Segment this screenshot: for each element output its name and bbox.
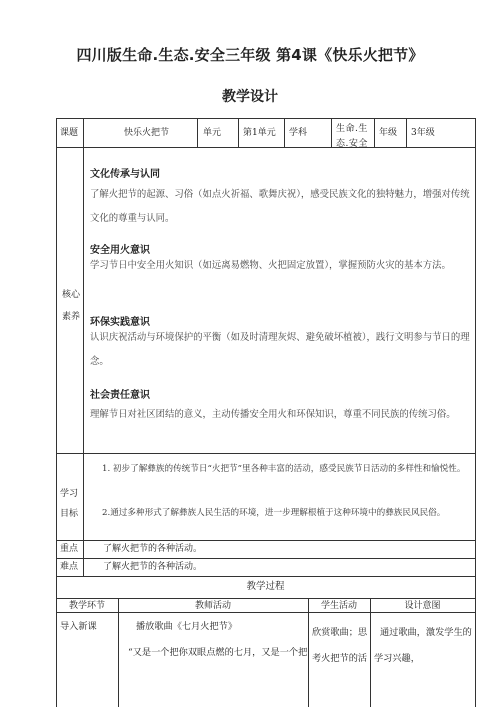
row-teacher-line-2: “又是一个把你双眼点燃的七月，又是一个把 bbox=[128, 647, 308, 658]
course-value: 快乐火把节 bbox=[124, 128, 170, 138]
row-intent: 通过歌曲，激发学生的学习兴趣， bbox=[374, 627, 472, 664]
core-heading-responsibility: 社会责任意识 bbox=[90, 390, 150, 401]
goal-item-1: 1. 初步了解彝族的传统节日“火把节”里各种丰富的活动，感受民族节日活动的多样性和愉悦性。 bbox=[102, 464, 466, 474]
core-text-culture: 了解火把节的起源、习俗（如点火祈福、歌舞庆祝），感受民族文化的独特魅力，增强对传统文化的尊重与认同。 bbox=[90, 189, 470, 224]
row-student: 欣赏歌曲；思考火把节的活 bbox=[312, 627, 368, 664]
label-unit: 单元 bbox=[203, 128, 222, 138]
core-label: 核心素养 bbox=[62, 290, 81, 322]
header-stage: 教学环节 bbox=[68, 601, 105, 611]
label-course: 课题 bbox=[60, 128, 79, 138]
header-teacher: 教师活动 bbox=[194, 601, 231, 611]
label-subject: 学科 bbox=[289, 128, 308, 138]
key-point-text: 了解火把节的各种活动。 bbox=[103, 544, 203, 554]
header-intent: 设计意图 bbox=[404, 601, 441, 611]
grade-value: 3年级 bbox=[411, 128, 435, 138]
goals-label: 学习目标 bbox=[60, 489, 79, 519]
core-heading-environment: 环保实践意识 bbox=[90, 317, 150, 328]
process-title: 教学过程 bbox=[246, 581, 285, 592]
page-subtitle: 教学设计 bbox=[222, 89, 278, 105]
page-title: 四川版生命.生态.安全三年级 第4课《快乐火把节》 bbox=[76, 46, 424, 64]
difficulty-text: 了解火把节的各种活动。 bbox=[103, 562, 203, 572]
core-text-responsibility: 理解节日对社区团结的意义，主动传播安全用火和环保知识，尊重不同民族的传统习俗。 bbox=[90, 409, 456, 420]
header-student: 学生活动 bbox=[320, 601, 357, 611]
core-text-environment: 认识庆祝活动与环境保护的平衡（如及时清理灰烬、避免破坏植被），践行文明参与节日的理念。 bbox=[90, 332, 470, 367]
core-heading-culture: 文化传承与认同 bbox=[90, 169, 160, 180]
core-text-fire-safety: 学习节日中安全用火知识（如远离易燃物、火把固定放置），掌握预防火灾的基本方法。 bbox=[90, 260, 451, 271]
key-point-label: 重点 bbox=[60, 544, 79, 554]
label-grade: 年级 bbox=[379, 128, 398, 138]
goal-item-2: 2.通过多种形式了解彝族人民生活的环境，进一步理解根植于这种环境中的彝族民风民俗。 bbox=[102, 508, 446, 518]
row-teacher-line-1: 播放歌曲《七月火把节》 bbox=[136, 621, 238, 632]
core-heading-fire-safety: 安全用火意识 bbox=[90, 245, 150, 256]
row-stage: 导入新课 bbox=[60, 621, 97, 632]
subject-value: 生命.生态.安全 bbox=[336, 124, 368, 149]
unit-value: 第1单元 bbox=[243, 128, 276, 138]
difficulty-label: 难点 bbox=[60, 562, 79, 572]
